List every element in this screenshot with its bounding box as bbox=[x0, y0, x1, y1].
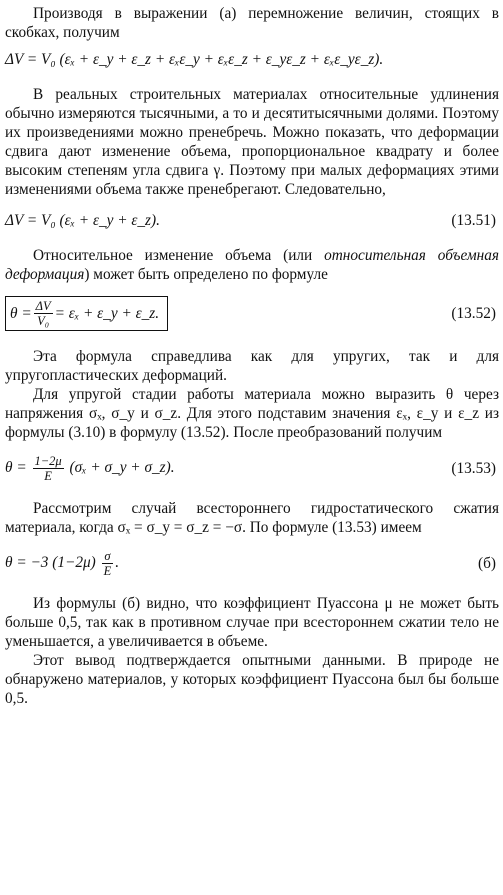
term-italic: относительная объемная деформация bbox=[5, 247, 499, 283]
paragraph-conclusion: Этот вывод подтверждается опытными данными. В природе не обнаружено материалов, у которых коэффициент Пуассона был бы больше 0,5. bbox=[5, 652, 499, 707]
text-run: Относительное изменение объема (или bbox=[33, 247, 325, 264]
equation-body bbox=[5, 454, 175, 483]
fraction bbox=[34, 299, 53, 328]
equation-rhs: (σₓ + σ_y + σ_z). bbox=[69, 459, 175, 477]
equation-text: ΔV = V₀ (εₓ + ε_y + ε_z). bbox=[5, 212, 160, 229]
equation-13-51 bbox=[5, 211, 499, 230]
paragraph-strain-products: В реальных строительных материалах относительные удлинения обычно измеряются тысячными, а то и десятитысячными долями. Поэтому их произведениями можно пренебречь. Можно показать, что деформации сдвига дают изменение объема, пропорциональное квадрату и более высоким степеням угла сдвига γ. Поэтому при малых деформациях этими изменениями объема также пренебрегают. Следовательно, bbox=[5, 86, 499, 198]
equation-a-expanded bbox=[5, 50, 499, 69]
document-page bbox=[5, 4, 499, 708]
paragraph-hydrostatic: Рассмотрим случай всестороннего гидростатического сжатия материала, когда σₓ = σ_y = σ_z = −σ. По формуле (13.53) имеем bbox=[5, 500, 499, 536]
paragraph-poisson-limit: Из формулы (б) видно, что коэффициент Пуассона μ не может быть больше 0,5, так как в противном случае при всестороннем сжатии тело не уменьшается, а увеличивается в объеме. bbox=[5, 595, 499, 650]
boxed-formula bbox=[5, 296, 168, 331]
paragraph-elastic-stage: Для упругой стадии работы материала можно выразить θ через напряжения σₓ, σ_y и σ_z. Для этого подставим значения εₓ, ε_y и ε_z из формулы (3.10) в формулу (13.52). После преобразований получим bbox=[5, 386, 499, 441]
equation-b bbox=[5, 549, 499, 578]
equation-lhs: θ = −3 (1−2μ) bbox=[5, 554, 96, 572]
paragraph-intro: Производя в выражении (а) перемножение величин, стоящих в скобках, получим bbox=[5, 5, 499, 41]
equation-rhs: = εₓ + ε_y + ε_z. bbox=[54, 305, 160, 322]
equation-body: θ = −3 (1−2μ) $\frac{\sigma}{E}$ . bbox=[5, 549, 120, 578]
fraction-numerator: ΔV bbox=[35, 299, 51, 313]
fraction-numerator: σ bbox=[104, 549, 111, 563]
equation-number: (б) bbox=[478, 555, 496, 572]
paragraph-validity: Эта формула справедлива как для упругих, так и для упругопластических деформаций. bbox=[5, 348, 499, 384]
equation-number: (13.52) bbox=[451, 305, 496, 322]
equation-text: ΔV = V₀ (εₓ + ε_y + ε_z + εₓε_y + εₓε_z + ε_yε_z + εₓε_yε_z). bbox=[5, 51, 384, 68]
text-run: ) может быть определено по формуле bbox=[84, 266, 328, 283]
fraction bbox=[102, 549, 114, 578]
paragraph-volumetric-strain bbox=[5, 246, 499, 284]
equation-13-52 bbox=[5, 296, 499, 331]
equation-number: (13.53) bbox=[451, 460, 496, 477]
equation-lhs: θ = bbox=[10, 305, 32, 322]
fraction bbox=[33, 454, 64, 483]
fraction-denominator: E bbox=[103, 564, 112, 578]
equation-number: (13.51) bbox=[451, 212, 496, 229]
equation-13-53 bbox=[5, 454, 499, 483]
fraction-denominator: E bbox=[44, 469, 52, 483]
fraction-numerator: 1−2μ bbox=[34, 454, 62, 468]
fraction-denominator: V₀ bbox=[37, 314, 50, 328]
equation-lhs: θ = bbox=[5, 459, 27, 477]
